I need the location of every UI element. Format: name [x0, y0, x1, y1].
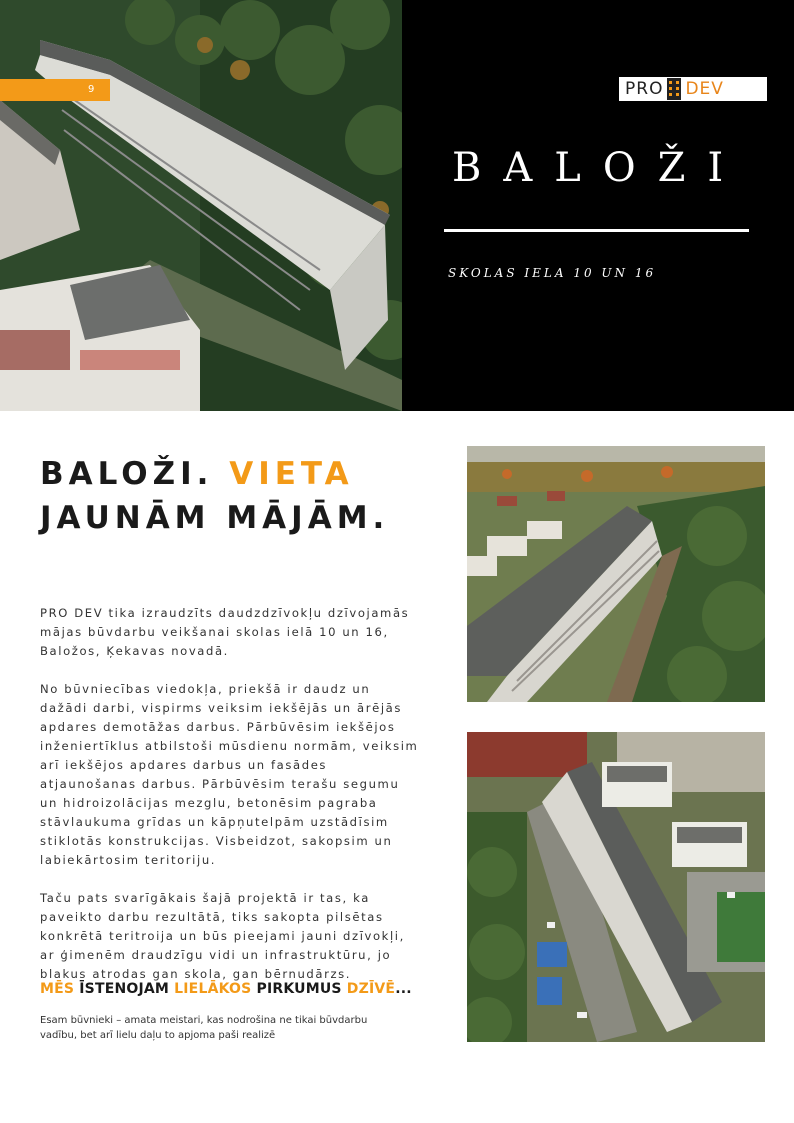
page-title: BALOŽI: [452, 145, 746, 191]
note-text: Esam būvnieki – amata meistari, kas nodrošina ne tikai būvdarbu vadību, bet arī lielu daļu to apjoma paši realizē: [40, 1015, 368, 1041]
page-number: 9: [88, 84, 95, 95]
aerial-photo-2: [467, 732, 765, 1042]
hero-aerial-photo: [0, 0, 402, 411]
logo-pro-text: PRO: [625, 79, 664, 99]
slogan-word-4: PIRKUMUS: [256, 981, 342, 997]
paragraph-2: No būvniecības viedokļa, priekšā ir daudz un dažādi darbi, vispirms veiksim iekšējās un ārējās apdares demotāžas darbus. Pārbūvēsim iekšējos inženiertīklus atbilstoši mūsdienu normām, veiksim arī iekšējos apdares darbus un fasādes atjaunošanas darbus. Pārbūvēsim terašu segumu un hidroizolācijas mezglu, betonēsim pagraba stāvlaukuma grīdas un kāpņutelpām uzstādīsim stiklotās konstrukcijas. Visbeidzot, sakopsim un labiekārtosim teritoriju.: [40, 682, 419, 867]
paragraph-3: Taču pats svarīgākais šajā projektā ir tas, ka paveikto darbu rezultātā, tiks sakopta pilsētas konkrētā teritroija un būs pieejami jauni dzīvokļi, ar ģimenēm draudzīgu vidi un infrastruktūru, jo blakus atrodas gan skola, gan bērnudārzs.: [40, 891, 405, 981]
slogan-word-5: DZĪVĒ: [346, 981, 396, 997]
slogan-word-1: MĒS: [40, 981, 75, 997]
address-subtitle: SKOLAS IELA 10 UN 16: [448, 266, 657, 280]
body-text: [40, 604, 422, 1003]
logo-dev-text: DEV: [685, 79, 724, 99]
heading-word-balozi: BALOŽI.: [40, 456, 214, 492]
heading-line-1: [40, 452, 389, 496]
title-panel: [402, 0, 794, 411]
paragraph-1: PRO DEV tika izraudzīts daudzdzīvokļu dzīvojamās mājas būvdarbu veikšanai skolas ielā 10 un 16, Baložos, Ķekavas novadā.: [40, 606, 410, 658]
title-divider: [444, 229, 749, 232]
heading-line-2: JAUNĀM MĀJĀM.: [40, 500, 390, 536]
page-number-tab: [0, 79, 110, 101]
building-icon: [667, 78, 681, 100]
slogan: [40, 981, 412, 997]
slogan-word-2: ĪSTENOJAM: [79, 981, 170, 997]
heading-word-vieta: VIETA: [229, 456, 354, 492]
aerial-photo-1: [467, 446, 765, 702]
slogan-word-3: LIELĀKOS: [174, 981, 252, 997]
slogan-ellipsis: ...: [395, 981, 412, 997]
prodev-logo: [619, 77, 767, 101]
section-heading: [40, 452, 389, 540]
